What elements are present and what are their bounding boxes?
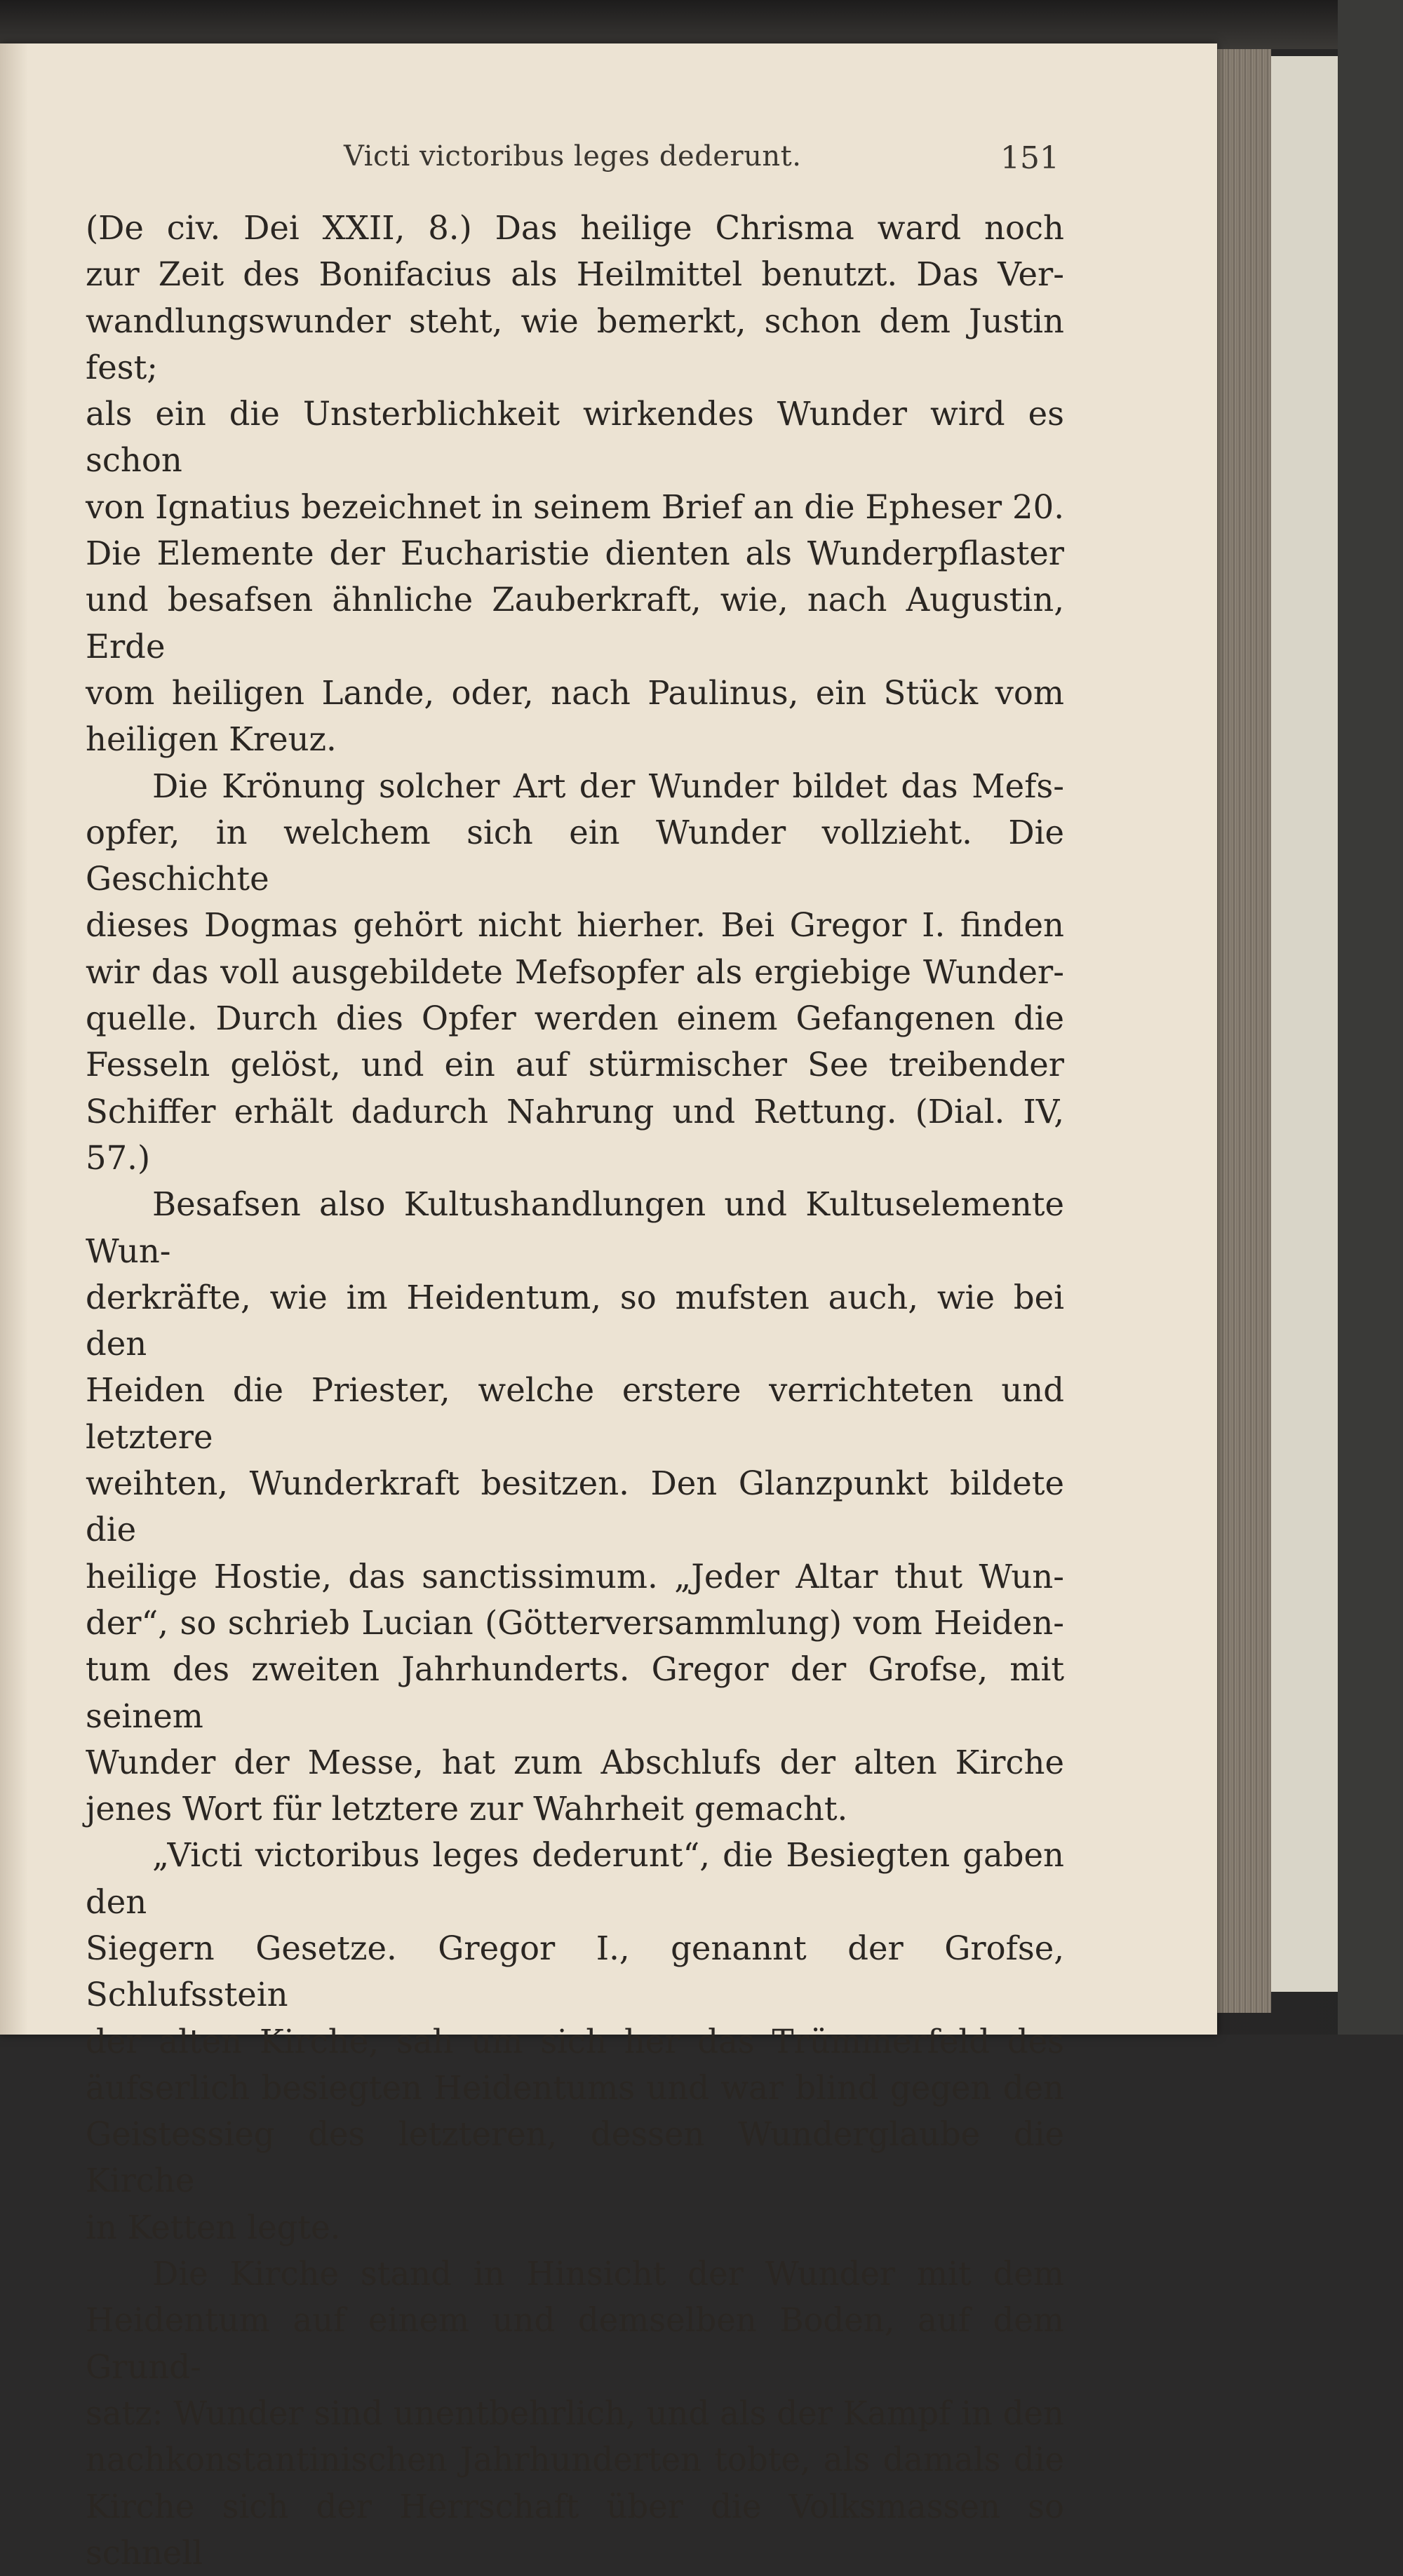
text-line: quelle. Durch dies Opfer werden einem Gefangenen die (86, 999, 1064, 1038)
page-number: 151 (1000, 140, 1059, 176)
text-line: satz: Wunder sind unentbehrlich, und als der Kampf in den (86, 2394, 1064, 2432)
text-line: „Victi victoribus leges dederunt“, die Besiegten gaben den (86, 1836, 1064, 1921)
book-cover-board (1338, 0, 1403, 2035)
text-line: Siegern Gesetze. Gregor I., genannt der Grofse, Schlufsstein (86, 1929, 1064, 2014)
text-line: Fesseln gelöst, und ein auf stürmischer See treibender (86, 1046, 1064, 1084)
text-line: wandlungswunder steht, wie bemerkt, schon dem Justin fest; (86, 302, 1064, 386)
text-line: tum des zweiten Jahrhunderts. Gregor der Grofse, mit seinem (86, 1650, 1064, 1735)
page-header (344, 140, 1059, 182)
text-line: der alten Kirche, sah um sich her das Trümmerfeld des (86, 2022, 1064, 2061)
text-line: (De civ. Dei XXII, 8.) Das heilige Chrisma ward noch (86, 209, 1064, 247)
text-line: Schiffer erhält dadurch Nahrung und Rettung. (Dial. IV, 57.) (86, 1092, 1064, 1177)
text-line: von Ignatius bezeichnet in seinem Brief an die Epheser 20. (86, 487, 1064, 526)
text-line: jenes Wort für letztere zur Wahrheit gemacht. (86, 1790, 848, 1828)
text-line: nachkonstantinischen Jahrhunderten tobte, als damals die (86, 2441, 1064, 2479)
text-line: Die Kirche stand in Hinsicht der Wunder mit dem (152, 2255, 1064, 2293)
text-line: derkräfte, wie im Heidentum, so mufsten auch, wie bei den (86, 1278, 1064, 1363)
running-title: Victi victoribus leges dederunt. (344, 140, 802, 173)
text-line: opfer, in welchem sich ein Wunder vollzieht. Die Geschichte (86, 813, 1064, 898)
text-line: Die Krönung solcher Art der Wunder bildet das Mefs- (152, 767, 1064, 805)
paragraph (86, 2251, 1064, 2576)
text-line: Wunder der Messe, hat zum Abschlufs der alten Kirche (86, 1743, 1064, 1781)
paragraph (86, 763, 1064, 1182)
text-line: Besafsen also Kultushandlungen und Kultuselemente Wun- (86, 1185, 1064, 1270)
paragraph (86, 205, 1064, 763)
text-line: äufserlich besiegten Heidentums und war blind gegen den (86, 2068, 1064, 2107)
text-line: als ein die Unsterblichkeit wirkendes Wunder wird es schon (86, 395, 1064, 480)
paragraph (86, 1832, 1064, 2251)
gutter-shadow (0, 43, 28, 2035)
text-line: heiligen Kreuz. (86, 720, 337, 759)
paragraph (86, 1181, 1064, 1832)
text-line: der“, so schrieb Lucian (Götterversammlung) vom Heiden- (86, 1603, 1064, 1642)
text-line: Die Elemente der Eucharistie dienten als Wunderpflaster (86, 534, 1064, 573)
page-edges (1208, 49, 1271, 2013)
text-line: Geistessieg des letzteren, dessen Wunderglaube die Kirche (86, 2115, 1064, 2200)
text-line: wir das voll ausgebildete Mefsopfer als ergiebige Wunder- (86, 952, 1064, 991)
text-line: zur Zeit des Bonifacius als Heilmittel benutzt. Das Ver- (86, 255, 1064, 294)
page-right-margin (1271, 56, 1338, 1992)
text-line: und besafsen ähnliche Zauberkraft, wie, nach Augustin, Erde (86, 581, 1064, 666)
text-line: dieses Dogmas gehört nicht hierher. Bei Gregor I. finden (86, 906, 1064, 945)
text-line: in Ketten legte. (86, 2208, 341, 2246)
binding-top-shadow (0, 0, 1338, 49)
text-line: heilige Hostie, das sanctissimum. „Jeder Altar thut Wun- (86, 1557, 1064, 1596)
text-line: vom heiligen Lande, oder, nach Paulinus, ein Stück vom (86, 673, 1064, 712)
body-text (86, 205, 1064, 2576)
text-line: Heiden die Priester, welche erstere verrichteten und letztere (86, 1371, 1064, 1456)
text-line: Heidentum auf einem und demselben Boden, auf dem Grund- (86, 2301, 1064, 2386)
text-line: Kirche sich der Herrschaft über die Volksmassen so schnell (86, 2487, 1064, 2572)
text-line: weihten, Wunderkraft besitzen. Den Glanzpunkt bildete die (86, 1464, 1064, 1549)
